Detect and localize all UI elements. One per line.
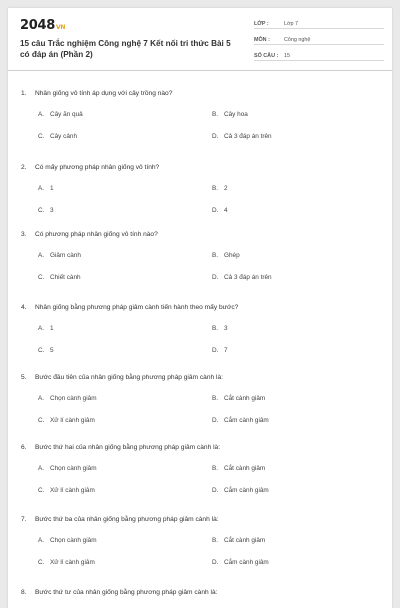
logo-text: 2048 (20, 18, 55, 33)
question-prompt: Bước thứ tư của nhân giống bằng phương pháp giâm cành là: (35, 589, 218, 596)
option-letter: D. (212, 417, 219, 424)
answer-option[interactable] (212, 559, 269, 566)
question-text (21, 589, 217, 596)
option-text: 1 (50, 325, 54, 332)
answer-option[interactable] (212, 487, 269, 494)
option-letter: D. (212, 133, 219, 140)
logo-suffix: VN (55, 24, 66, 31)
option-text: Cây hoa (224, 111, 248, 118)
option-letter: B. (212, 395, 219, 402)
option-letter: C. (38, 347, 45, 354)
option-letter: B. (212, 465, 219, 472)
answer-option[interactable] (212, 325, 228, 332)
answer-option[interactable] (212, 252, 240, 259)
option-text: 3 (50, 207, 54, 214)
option-text: Xử lí cành giâm (50, 417, 95, 424)
option-text: Cây cảnh (50, 133, 77, 140)
meta-row-class (254, 17, 384, 29)
option-text: 7 (224, 347, 228, 354)
option-text: 5 (50, 347, 54, 354)
question-prompt: Bước thứ ba của nhân giống bằng phương pháp giâm cành là: (35, 516, 219, 523)
question-prompt: Có phương pháp nhân giống vô tính nào? (35, 231, 158, 238)
option-letter: A. (38, 325, 45, 332)
option-letter: A. (38, 111, 45, 118)
answer-option[interactable] (212, 395, 265, 402)
answer-option[interactable] (38, 537, 97, 544)
question-number: 5. (21, 374, 27, 381)
option-text: Chọn cành giâm (50, 465, 97, 472)
option-text: Cắm cành giâm (224, 487, 269, 494)
option-letter: D. (212, 207, 219, 214)
page-title: 15 câu Trắc nghiệm Công nghệ 7 Kết nối tri thức Bài 5 có đáp án (Phần 2) (20, 39, 231, 59)
answer-option[interactable] (212, 133, 272, 140)
answer-option[interactable] (212, 537, 265, 544)
answer-option[interactable] (38, 465, 97, 472)
question-text (21, 374, 223, 381)
question-text (21, 90, 172, 97)
option-text: Chọn cành giâm (50, 537, 97, 544)
option-letter: C. (38, 274, 45, 281)
question-number: 6. (21, 444, 27, 451)
answer-option[interactable] (212, 185, 228, 192)
option-text: Cắm cành giâm (224, 559, 269, 566)
meta-label: SỐ CÂU : (254, 53, 279, 59)
question-prompt: Bước thứ hai của nhân giống bằng phương pháp giâm cành là: (35, 444, 221, 451)
option-text: 4 (224, 207, 228, 214)
meta-value: 15 (284, 53, 290, 59)
meta-label: MÔN : (254, 37, 270, 43)
worksheet-header (8, 8, 392, 71)
worksheet-page (8, 8, 392, 608)
question-text (21, 231, 158, 238)
site-logo[interactable] (20, 18, 65, 33)
option-text: 1 (50, 185, 54, 192)
question-text (21, 516, 219, 523)
answer-option[interactable] (38, 207, 54, 214)
option-text: Cắt cành giâm (224, 395, 266, 402)
question-number: 3. (21, 231, 27, 238)
option-letter: B. (212, 252, 219, 259)
option-text: 3 (224, 325, 228, 332)
question-prompt: Có mấy phương pháp nhân giống vô tính? (35, 164, 160, 171)
option-text: Cắt cành giâm (224, 465, 266, 472)
option-letter: D. (212, 559, 219, 566)
option-letter: B. (212, 537, 219, 544)
question-number: 8. (21, 589, 27, 596)
meta-label: LỚP : (254, 21, 269, 27)
question-number: 4. (21, 304, 27, 311)
question-text (21, 444, 220, 451)
option-letter: D. (212, 487, 219, 494)
option-text: Cây ăn quả (50, 111, 83, 118)
answer-option[interactable] (212, 274, 272, 281)
option-letter: B. (212, 111, 219, 118)
question-number: 7. (21, 516, 27, 523)
meta-value: Lớp 7 (284, 21, 299, 27)
option-text: Cắm cành giâm (224, 417, 269, 424)
option-text: Chọn cành giâm (50, 395, 97, 402)
meta-info (254, 17, 384, 65)
option-letter: A. (38, 465, 45, 472)
option-text: Cả 3 đáp án trên (224, 274, 272, 281)
option-letter: A. (38, 395, 45, 402)
answer-option[interactable] (38, 252, 81, 259)
option-text: Cắt cành giâm (224, 537, 266, 544)
answer-option[interactable] (212, 417, 269, 424)
answer-option[interactable] (38, 559, 95, 566)
question-prompt: Bước đầu tiên của nhân giống bằng phương pháp giâm cành là: (35, 374, 223, 381)
question-text (21, 304, 238, 311)
option-letter: C. (38, 487, 45, 494)
option-letter: C. (38, 133, 45, 140)
question-text (21, 164, 159, 171)
option-text: Xử lí cành giâm (50, 487, 95, 494)
answer-option[interactable] (38, 395, 97, 402)
option-text: Xử lí cành giâm (50, 559, 95, 566)
option-letter: A. (38, 252, 45, 259)
answer-option[interactable] (38, 133, 77, 140)
answer-option[interactable] (38, 274, 81, 281)
question-prompt: Nhân giống vô tính áp dụng với cây trồng nào? (35, 90, 173, 97)
answer-option[interactable] (212, 207, 228, 214)
option-text: Chiết cành (50, 274, 81, 281)
option-text: Ghép (224, 252, 240, 259)
option-letter: C. (38, 207, 45, 214)
answer-option[interactable] (38, 417, 95, 424)
option-letter: A. (38, 537, 45, 544)
answer-option[interactable] (212, 111, 248, 118)
option-text: Cả 3 đáp án trên (224, 133, 272, 140)
answer-option[interactable] (38, 111, 83, 118)
option-letter: C. (38, 559, 45, 566)
option-letter: D. (212, 274, 219, 281)
question-number: 2. (21, 164, 27, 171)
answer-option[interactable] (38, 347, 54, 354)
answer-option[interactable] (212, 347, 228, 354)
option-letter: B. (212, 325, 219, 332)
answer-option[interactable] (38, 487, 95, 494)
answer-option[interactable] (38, 325, 54, 332)
answer-option[interactable] (38, 185, 54, 192)
question-prompt: Nhân giống bằng phương pháp giâm cành tiến hành theo mấy bước? (35, 304, 239, 311)
option-letter: A. (38, 185, 45, 192)
answer-option[interactable] (212, 465, 265, 472)
meta-value: Công nghệ (284, 37, 311, 43)
question-number: 1. (21, 90, 27, 97)
option-text: 2 (224, 185, 228, 192)
meta-row-count (254, 49, 384, 61)
option-letter: D. (212, 347, 219, 354)
option-text: Giâm cành (50, 252, 81, 259)
option-letter: C. (38, 417, 45, 424)
option-letter: B. (212, 185, 219, 192)
meta-row-subject (254, 33, 384, 45)
